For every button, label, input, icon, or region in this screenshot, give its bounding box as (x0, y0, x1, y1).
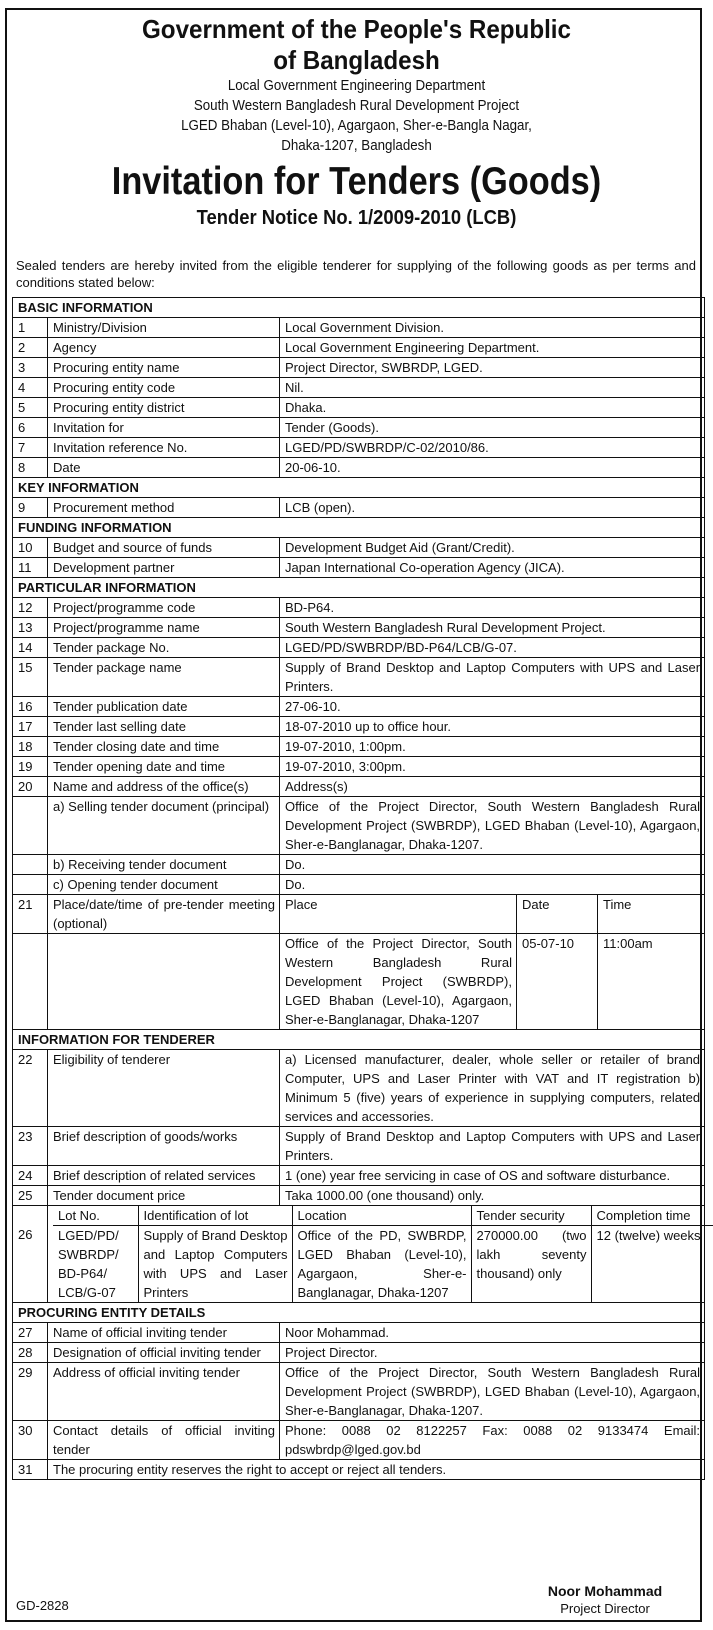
item-label: Invitation reference No. (48, 438, 280, 458)
signer-designation: Project Director (560, 1601, 650, 1616)
document-title: Invitation for Tenders (Goods) (111, 160, 602, 203)
government-title-line1: Government of the People's Republic (142, 14, 571, 44)
item-number: 5 (13, 398, 48, 418)
item-value: Project Director, SWBRDP, LGED. (280, 358, 705, 378)
item-number: 17 (13, 717, 48, 737)
table-row (13, 1050, 705, 1127)
item-label: Ministry/Division (48, 318, 280, 338)
table-row (13, 1166, 705, 1186)
item-label: Contact details of official inviting tender (48, 1421, 280, 1460)
item-label: Tender document price (48, 1186, 280, 1206)
office-label: b) Receiving tender document (48, 855, 280, 875)
pretender-date-header: Date (517, 895, 598, 934)
section-header (13, 298, 705, 318)
item-label: Name and address of the office(s) (48, 777, 280, 797)
table-row (13, 1186, 705, 1206)
office-label: c) Opening tender document (48, 875, 280, 895)
item-number: 22 (13, 1050, 48, 1127)
item-label: Project/programme code (48, 598, 280, 618)
project-name: South Western Bangladesh Rural Development Project (193, 98, 520, 114)
section-header (13, 478, 705, 498)
item-value: Project Director. (280, 1343, 705, 1363)
lot-table-cell (48, 1206, 705, 1303)
item-number: 28 (13, 1343, 48, 1363)
lot-location: Office of the PD, SWBRDP, LGED Bhaban (Level-10), Agargaon, Sher-e-Banglanagar, Dhaka-1207 (292, 1226, 471, 1303)
item-label: Tender opening date and time (48, 757, 280, 777)
item-value: Taka 1000.00 (one thousand) only. (280, 1186, 705, 1206)
lot-value-row (53, 1226, 713, 1303)
section-title: PARTICULAR INFORMATION (13, 578, 705, 598)
item-label: Tender package No. (48, 638, 280, 658)
table-row (13, 737, 705, 757)
item-number: 9 (13, 498, 48, 518)
pretender-value-row (13, 934, 705, 1030)
item-number: 18 (13, 737, 48, 757)
item-value: Japan International Co-operation Agency (JICA). (280, 558, 705, 578)
item-number (13, 855, 48, 875)
tender-notice-number: Tender Notice No. 1/2009-2010 (LCB) (196, 207, 517, 229)
item-value: 27-06-10. (280, 697, 705, 717)
office-row (13, 855, 705, 875)
item-number: 21 (13, 895, 48, 934)
table-row (13, 658, 705, 697)
lot-identification: Supply of Brand Desktop and Laptop Computers with UPS and Laser Printers (138, 1226, 292, 1303)
table-row (13, 717, 705, 737)
item-number: 31 (13, 1460, 48, 1480)
table-row (13, 558, 705, 578)
office-label: a) Selling tender document (principal) (48, 797, 280, 855)
item-value: Phone: 0088 02 8122257 Fax: 0088 02 9133474 Email: pdswbrdp@lged.gov.bd (280, 1421, 705, 1460)
pretender-place-header: Place (280, 895, 517, 934)
section-title: KEY INFORMATION (13, 478, 705, 498)
section-title: PROCURING ENTITY DETAILS (13, 1303, 705, 1323)
lot-column-header: Identification of lot (138, 1206, 292, 1226)
lot-column-header: Location (292, 1206, 471, 1226)
item-label: Brief description of related services (48, 1166, 280, 1186)
item-number: 11 (13, 558, 48, 578)
lot-number: LGED/PD/ SWBRDP/ BD-P64/ LCB/G-07 (58, 1228, 119, 1300)
item-label: Invitation for (48, 418, 280, 438)
item-label: Tender package name (48, 658, 280, 697)
tender-info-table (12, 297, 705, 1480)
item-number: 24 (13, 1166, 48, 1186)
table-row (13, 618, 705, 638)
table-row (13, 1460, 705, 1480)
item-label (48, 934, 280, 1030)
pretender-time: 11:00am (598, 934, 705, 1030)
item-value: LGED/PD/SWBRDP/C-02/2010/86. (280, 438, 705, 458)
lot-completion-time: 12 (twelve) weeks (591, 1226, 713, 1303)
section-title: BASIC INFORMATION (13, 298, 705, 318)
lot-header-row (53, 1206, 713, 1226)
office-address: Do. (280, 855, 705, 875)
item-number: 7 (13, 438, 48, 458)
item-label: Address of official inviting tender (48, 1363, 280, 1421)
item-label: Eligibility of tenderer (48, 1050, 280, 1127)
lot-item-number: 26 (18, 1227, 33, 1242)
office-row (13, 875, 705, 895)
table-row (13, 1323, 705, 1343)
item-number: 12 (13, 598, 48, 618)
item-label: Procuring entity name (48, 358, 280, 378)
section-header (13, 1030, 705, 1050)
table-row (13, 697, 705, 717)
table-row (13, 418, 705, 438)
item-value: Supply of Brand Desktop and Laptop Computers with UPS and Laser Printers. (280, 658, 705, 697)
item-label: Project/programme name (48, 618, 280, 638)
item-value: Address(s) (280, 777, 705, 797)
item-value: Local Government Engineering Department. (280, 338, 705, 358)
item-number: 30 (13, 1421, 48, 1460)
item-label: Procuring entity district (48, 398, 280, 418)
item-value: South Western Bangladesh Rural Development Project. (280, 618, 705, 638)
table-row (13, 538, 705, 558)
item-value: 19-07-2010, 3:00pm. (280, 757, 705, 777)
item-number: 3 (13, 358, 48, 378)
table-row (13, 438, 705, 458)
item-label: Procurement method (48, 498, 280, 518)
item-number: 2 (13, 338, 48, 358)
table-row (13, 1421, 705, 1460)
item-value: 20-06-10. (280, 458, 705, 478)
item-value: Office of the Project Director, South Western Bangladesh Rural Development Project (SWBRDP), LGED Bhaban (Level-10), Agargaon, Sher-e-Banglanagar, Dhaka-1207. (280, 1363, 705, 1421)
notice-header (0, 14, 713, 230)
section-title: INFORMATION FOR TENDERER (13, 1030, 705, 1050)
item-number: 6 (13, 418, 48, 438)
item-label: Procuring entity code (48, 378, 280, 398)
table-row (13, 318, 705, 338)
item-label: Development partner (48, 558, 280, 578)
item-number: 19 (13, 757, 48, 777)
item-value: Development Budget Aid (Grant/Credit). (280, 538, 705, 558)
item-number: 15 (13, 658, 48, 697)
office-address: Do. (280, 875, 705, 895)
item-value: a) Licensed manufacturer, dealer, whole seller or retailer of brand Computer, UPS and Laser Printer with VAT and IT registration b) Minimum 5 (five) years of experience in supplying computers, related services and accessories. (280, 1050, 705, 1127)
item-number: 29 (13, 1363, 48, 1421)
item-value: BD-P64. (280, 598, 705, 618)
office-address: Office of the Project Director, South Western Bangladesh Rural Development Project (SWBRDP), LGED Bhaban (Level-10), Agargaon, Sher-e-Banglanagar, Dhaka-1207. (280, 797, 705, 855)
table-row (13, 598, 705, 618)
signature-block (530, 1583, 680, 1617)
item-label: Budget and source of funds (48, 538, 280, 558)
item-number (13, 934, 48, 1030)
government-title-line2: of Bangladesh (273, 45, 440, 75)
table-row (13, 458, 705, 478)
item-value: LGED/PD/SWBRDP/BD-P64/LCB/G-07. (280, 638, 705, 658)
item-label: Tender closing date and time (48, 737, 280, 757)
item-label: Brief description of goods/works (48, 1127, 280, 1166)
lot-tender-security: 270000.00 (two lakh seventy thousand) only (471, 1226, 591, 1303)
table-row (13, 498, 705, 518)
section-header (13, 518, 705, 538)
table-row (13, 398, 705, 418)
section-title: FUNDING INFORMATION (13, 518, 705, 538)
item-number: 1 (13, 318, 48, 338)
intro-paragraph: Sealed tenders are hereby invited from the eligible tenderer for supplying of the following goods as per terms and conditions stated below: (16, 258, 696, 290)
table-row (13, 757, 705, 777)
table-row (13, 1363, 705, 1421)
item-number: 8 (13, 458, 48, 478)
pretender-time-header: Time (598, 895, 705, 934)
lot-row (13, 1206, 705, 1303)
address-line1: LGED Bhaban (Level-10), Agargaon, Sher-e-Bangla Nagar, (181, 118, 532, 134)
section-header (13, 1303, 705, 1323)
office-row (13, 797, 705, 855)
item-number: 16 (13, 697, 48, 717)
item-value: Noor Mohammad. (280, 1323, 705, 1343)
item-label: Agency (48, 338, 280, 358)
item-number: 10 (13, 538, 48, 558)
lot-table (53, 1206, 713, 1302)
item-number: 25 (13, 1186, 48, 1206)
item-value: Dhaka. (280, 398, 705, 418)
item-number: 20 (13, 777, 48, 797)
pretender-header-row (13, 895, 705, 934)
item-label: Designation of official inviting tender (48, 1343, 280, 1363)
item-label: Place/date/time of pre-tender meeting (optional) (48, 895, 280, 934)
lot-column-header: Tender security (471, 1206, 591, 1226)
final-statement: The procuring entity reserves the right to accept or reject all tenders. (48, 1460, 705, 1480)
lot-column-header: Lot No. (53, 1206, 138, 1226)
table-row (13, 378, 705, 398)
table-row (13, 358, 705, 378)
item-number (13, 875, 48, 895)
item-value: Supply of Brand Desktop and Laptop Computers with UPS and Laser Printers. (280, 1127, 705, 1166)
table-row (13, 638, 705, 658)
item-number: 27 (13, 1323, 48, 1343)
pretender-date: 05-07-10 (517, 934, 598, 1030)
item-value: 18-07-2010 up to office hour. (280, 717, 705, 737)
item-label: Tender publication date (48, 697, 280, 717)
item-value: 19-07-2010, 1:00pm. (280, 737, 705, 757)
table-row (13, 1343, 705, 1363)
item-label: Date (48, 458, 280, 478)
item-label: Tender last selling date (48, 717, 280, 737)
table-row (13, 338, 705, 358)
item-number (13, 1206, 48, 1303)
department-name: Local Government Engineering Department (227, 78, 486, 94)
table-row (13, 777, 705, 797)
lot-column-header: Completion time (591, 1206, 713, 1226)
item-number: 14 (13, 638, 48, 658)
item-number (13, 797, 48, 855)
table-row (13, 1127, 705, 1166)
item-label: Name of official inviting tender (48, 1323, 280, 1343)
item-value: Tender (Goods). (280, 418, 705, 438)
pretender-place: Office of the Project Director, South Western Bangladesh Rural Development Project (SWBRDP), LGED Bhaban (Level-10), Agargaon, Sher-e-Banglanagar, Dhaka-1207 (280, 934, 517, 1030)
item-number: 4 (13, 378, 48, 398)
item-value: 1 (one) year free servicing in case of OS and software disturbance. (280, 1166, 705, 1186)
signer-name: Noor Mohammad (547, 1583, 663, 1599)
gd-code: GD-2828 (16, 1598, 69, 1613)
item-value: Nil. (280, 378, 705, 398)
item-number: 13 (13, 618, 48, 638)
item-value: LCB (open). (280, 498, 705, 518)
item-number: 23 (13, 1127, 48, 1166)
section-header (13, 578, 705, 598)
item-value: Local Government Division. (280, 318, 705, 338)
address-line2: Dhaka-1207, Bangladesh (281, 138, 432, 154)
